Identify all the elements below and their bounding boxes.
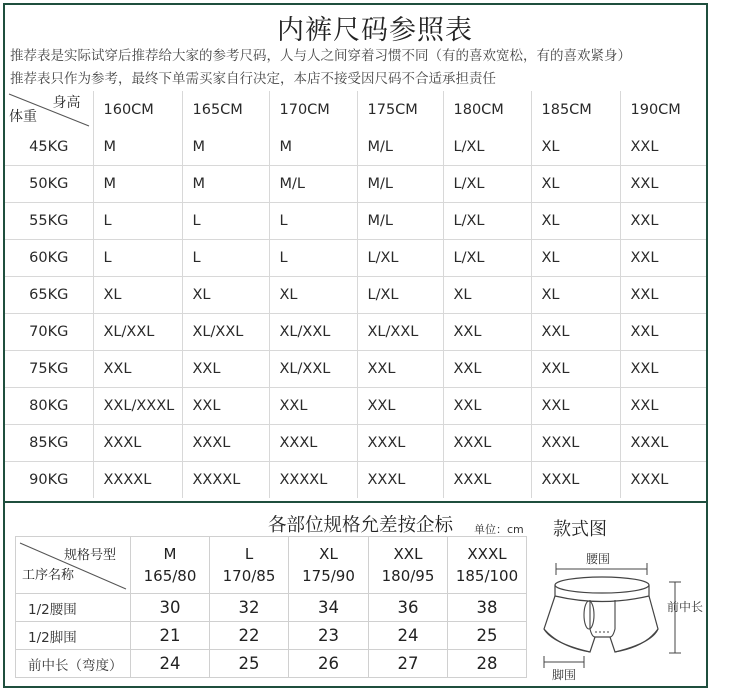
size-cell: XXXXL xyxy=(269,462,357,499)
size-cell: L/XL xyxy=(357,277,443,314)
weight-cell: 45KG xyxy=(5,129,93,166)
size-cell: XXL xyxy=(620,203,706,240)
weight-cell: 80KG xyxy=(5,388,93,425)
spec-size-header: M 165/80 xyxy=(131,537,210,594)
size-cell: XXXL xyxy=(443,462,531,499)
size-cell: XXXL xyxy=(357,425,443,462)
size-cell: XXXL xyxy=(93,425,182,462)
measurement-value-cell: 24 xyxy=(131,650,210,678)
size-cell: L/XL xyxy=(443,129,531,166)
spec-header-row xyxy=(16,537,527,594)
size-cell: XL xyxy=(269,277,357,314)
size-cell: XL xyxy=(531,203,620,240)
disclaimer-line-2: 推荐表只作为参考，最终下单需买家自行决定，本店不接受因尺码不合适承担责任 xyxy=(10,71,496,87)
size-cell: L/XL xyxy=(443,166,531,203)
size-cell: XXXXL xyxy=(93,462,182,499)
table-row xyxy=(5,277,706,314)
size-cell: XXXL xyxy=(620,462,706,499)
table-row xyxy=(5,166,706,203)
size-cell: M/L xyxy=(357,166,443,203)
measurement-value-cell: 25 xyxy=(210,650,289,678)
front-length-label: 前中长 xyxy=(667,600,704,614)
size-cell: XL xyxy=(531,240,620,277)
table-row xyxy=(16,594,527,622)
table-header-row xyxy=(5,91,706,129)
table-row xyxy=(5,462,706,499)
size-cell: XXL xyxy=(620,388,706,425)
size-cell: XL xyxy=(93,277,182,314)
measurement-name-cell: 1/2腰围 xyxy=(16,594,131,622)
measurement-name-cell: 1/2脚围 xyxy=(16,622,131,650)
size-cell: XXXL xyxy=(269,425,357,462)
measurement-value-cell: 22 xyxy=(210,622,289,650)
disclaimer-line-1: 推荐表是实际试穿后推荐给大家的参考尺码，人与人之间穿着习惯不同（有的喜欢宽松，有的喜欢紧身） xyxy=(10,48,631,64)
size-cell: XXXL xyxy=(443,425,531,462)
size-cell: XXXL xyxy=(531,462,620,499)
table-row xyxy=(5,425,706,462)
measurement-value-cell: 24 xyxy=(369,622,448,650)
size-cell: XL/XXL xyxy=(357,314,443,351)
weight-cell: 85KG xyxy=(5,425,93,462)
size-cell: L xyxy=(269,240,357,277)
size-cell: L/XL xyxy=(443,203,531,240)
leg-opening-label: 脚围 xyxy=(552,668,577,682)
measurement-value-cell: 23 xyxy=(289,622,369,650)
measurement-value-cell: 28 xyxy=(448,650,527,678)
height-header: 185CM xyxy=(531,91,620,129)
height-header: 160CM xyxy=(93,91,182,129)
size-cell: M/L xyxy=(357,129,443,166)
page-title: 内裤尺码参照表 xyxy=(277,15,473,46)
table-row xyxy=(5,129,706,166)
size-cell: XXL xyxy=(531,351,620,388)
size-cell: M xyxy=(93,166,182,203)
size-cell: XL/XXL xyxy=(269,314,357,351)
size-cell: XXL xyxy=(182,388,269,425)
measurement-name-cell: 前中长（弯度） xyxy=(16,650,131,678)
size-cell: XL/XXL xyxy=(93,314,182,351)
size-cell: XXL xyxy=(357,351,443,388)
size-cell: XXXL xyxy=(357,462,443,499)
size-cell: M xyxy=(93,129,182,166)
height-header: 180CM xyxy=(443,91,531,129)
size-cell: XXL xyxy=(620,314,706,351)
size-cell: XL/XXL xyxy=(269,351,357,388)
size-cell: L/XL xyxy=(357,240,443,277)
size-recommendation-table xyxy=(5,91,706,498)
size-cell: XXL xyxy=(531,388,620,425)
table-row xyxy=(16,622,527,650)
size-cell: XXL xyxy=(443,388,531,425)
height-header: 190CM xyxy=(620,91,706,129)
weight-cell: 90KG xyxy=(5,462,93,499)
size-cell: XXL xyxy=(620,240,706,277)
size-cell: XXXL xyxy=(182,425,269,462)
height-header: 170CM xyxy=(269,91,357,129)
measurement-value-cell: 27 xyxy=(369,650,448,678)
measurement-value-cell: 32 xyxy=(210,594,289,622)
size-cell: XXL xyxy=(443,314,531,351)
measurement-value-cell: 30 xyxy=(131,594,210,622)
spec-table-title: 各部位规格允差按企标 xyxy=(268,515,454,536)
height-header: 175CM xyxy=(357,91,443,129)
spec-corner-cell xyxy=(16,537,131,594)
style-diagram-title: 款式图 xyxy=(553,519,607,540)
spec-size-header: XL 175/90 xyxy=(289,537,369,594)
height-axis-label: 身高 xyxy=(52,95,81,111)
measurement-value-cell: 36 xyxy=(369,594,448,622)
table-row xyxy=(5,351,706,388)
size-cell: L xyxy=(269,203,357,240)
table-row xyxy=(5,203,706,240)
measurement-value-cell: 38 xyxy=(448,594,527,622)
table-row xyxy=(5,240,706,277)
measurement-value-cell: 21 xyxy=(131,622,210,650)
size-cell: XXL xyxy=(620,166,706,203)
size-cell: XL xyxy=(182,277,269,314)
weight-axis-label: 体重 xyxy=(9,109,37,125)
size-cell: XL xyxy=(531,129,620,166)
weight-cell: 65KG xyxy=(5,277,93,314)
process-name-label: 工序名称 xyxy=(22,568,75,583)
size-cell: XXXL xyxy=(531,425,620,462)
size-cell: L/XL xyxy=(443,240,531,277)
size-cell: M xyxy=(182,129,269,166)
size-cell: XXL xyxy=(93,351,182,388)
size-cell: M xyxy=(269,129,357,166)
size-cell: XXL xyxy=(443,351,531,388)
size-cell: XL xyxy=(443,277,531,314)
waist-label: 腰围 xyxy=(586,552,611,566)
measurement-spec-table xyxy=(15,536,527,678)
table-row xyxy=(16,650,527,678)
table-row xyxy=(5,388,706,425)
size-cell: XXL xyxy=(620,129,706,166)
measurement-value-cell: 34 xyxy=(289,594,369,622)
height-header: 165CM xyxy=(182,91,269,129)
weight-cell: 60KG xyxy=(5,240,93,277)
spec-size-header: XXL 180/95 xyxy=(369,537,448,594)
size-cell: L xyxy=(182,240,269,277)
size-cell: XXL xyxy=(182,351,269,388)
table-row xyxy=(5,314,706,351)
spec-size-header: XXXL 185/100 xyxy=(448,537,527,594)
size-cell: XXL/XXXL xyxy=(93,388,182,425)
weight-cell: 55KG xyxy=(5,203,93,240)
size-cell: XXL xyxy=(620,351,706,388)
weight-cell: 50KG xyxy=(5,166,93,203)
size-cell: L xyxy=(93,240,182,277)
size-cell: M xyxy=(182,166,269,203)
weight-cell: 75KG xyxy=(5,351,93,388)
size-cell: XL xyxy=(531,277,620,314)
size-cell: XXXXL xyxy=(182,462,269,499)
size-cell: L xyxy=(93,203,182,240)
size-cell: XXL xyxy=(531,314,620,351)
size-cell: XXXL xyxy=(620,425,706,462)
size-cell: XL/XXL xyxy=(182,314,269,351)
spec-size-header: L 170/85 xyxy=(210,537,289,594)
size-cell: L xyxy=(182,203,269,240)
measurement-value-cell: 25 xyxy=(448,622,527,650)
size-cell: XXL xyxy=(269,388,357,425)
size-type-label: 规格号型 xyxy=(63,548,116,563)
weight-cell: 70KG xyxy=(5,314,93,351)
size-cell: XXL xyxy=(357,388,443,425)
corner-header-cell xyxy=(5,91,93,129)
unit-label: 单位：cm xyxy=(474,523,524,536)
size-cell: XL xyxy=(531,166,620,203)
size-cell: XXL xyxy=(620,277,706,314)
size-cell: M/L xyxy=(269,166,357,203)
size-cell: M/L xyxy=(357,203,443,240)
measurement-value-cell: 26 xyxy=(289,650,369,678)
